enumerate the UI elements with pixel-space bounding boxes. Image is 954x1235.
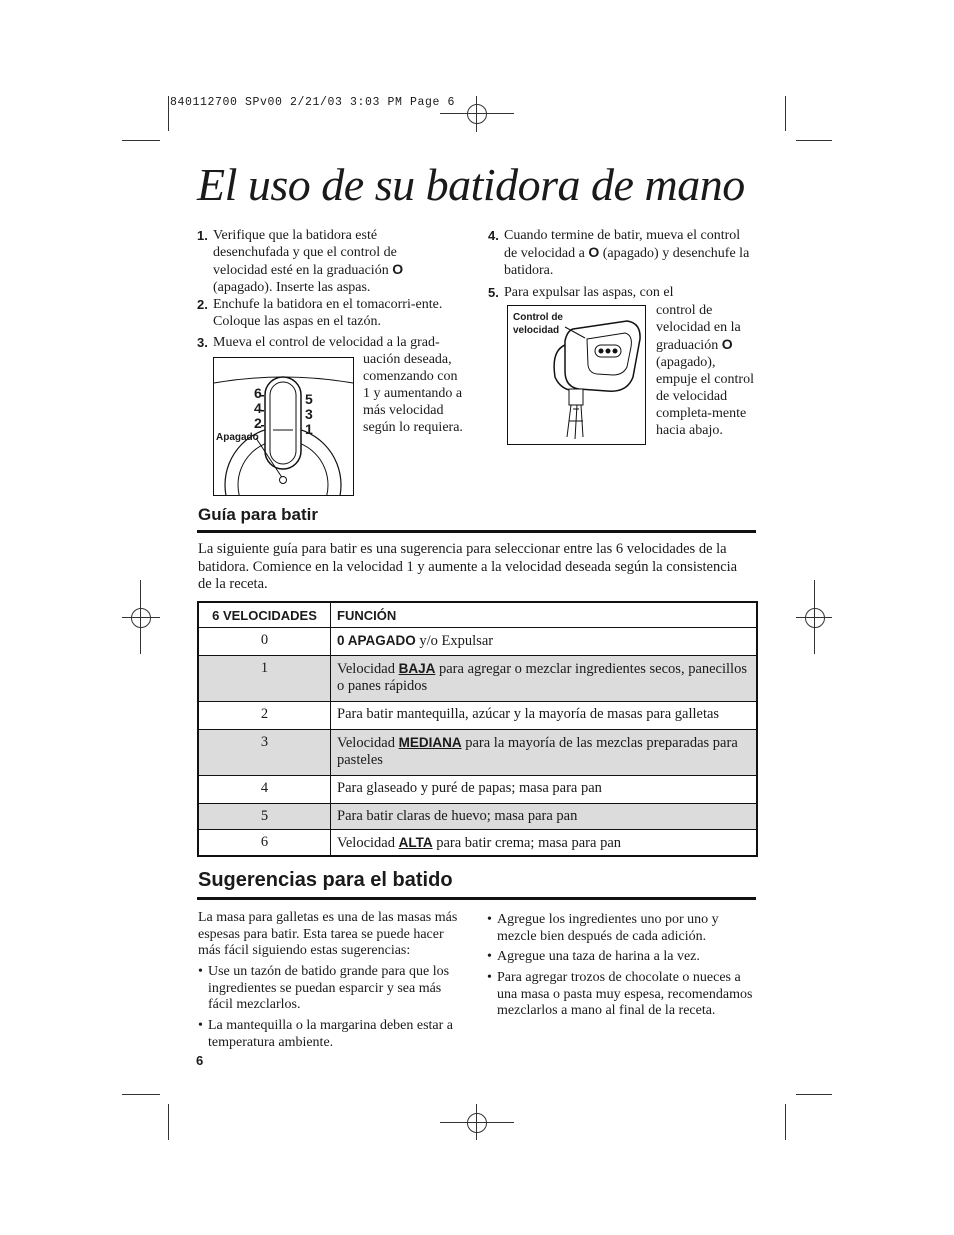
tips-rule <box>197 897 756 900</box>
table-header-row <box>198 602 757 627</box>
table-row: 2 Para batir mantequilla, azúcar y la mayoría de masas para galletas <box>198 701 757 729</box>
table-row: 4 Para glaseado y puré de papas; masa para pan <box>198 775 757 803</box>
tip-bullet-left-2: • La mantequilla o la margarina deben estar a temperatura ambiente. <box>198 1018 454 1050</box>
dial-off-label: Apagado <box>216 432 259 443</box>
step-5-continued: control de velocidad en la graduación O (apagado), empuje el control de velocidad completa-mente hacia abajo. <box>656 303 754 438</box>
speed-table <box>197 601 758 857</box>
hand-mixer-illustration <box>507 305 646 445</box>
step-1: 1. Verifique que la batidora esté desenchufada y que el control de velocidad esté en la graduación O (apagado). Inserte las aspas. <box>197 228 404 295</box>
table-row: 1 Velocidad BAJA para agregar o mezclar ingredientes secos, panecillos o panes rápidos <box>198 655 757 701</box>
tip-bullet-right-3: • Para agregar trozos de chocolate o nueces a una masa o pasta muy espesa, recomendamos mezclarlos a mano al final de la receta. <box>487 970 753 1018</box>
table-row: 3 Velocidad MEDIANA para la mayoría de las mezclas preparadas para pasteles <box>198 729 757 775</box>
tip-bullet-right-1: • Agregue los ingredientes uno por uno y mezcle bien después de cada adición. <box>487 912 719 944</box>
guide-intro: La siguiente guía para batir es una sugerencia para seleccionar entre las 6 velocidades de la batidora. Comience en la velocidad 1 y aumente a la velocidad deseada según la consistencia de la receta. <box>198 541 738 592</box>
page-number: 6 <box>196 1053 204 1068</box>
tips-intro: La masa para galletas es una de las masas más espesas para batir. Esta tarea se puede hacer más fácil siguiendo estas sugerencias: <box>198 910 458 958</box>
table-row: 6 Velocidad ALTA para batir crema; masa para pan <box>198 829 757 856</box>
header-function: FUNCIÓN <box>331 602 758 627</box>
table-row: 0 0 APAGADO y/o Expulsar <box>198 627 757 655</box>
tip-bullet-left-1: • Use un tazón de batido grande para que los ingredientes se puedan esparcir y sea más fácil mezclarlos. <box>198 964 450 1012</box>
guide-heading: Guía para batir <box>198 505 318 524</box>
table-row: 5 Para batir claras de huevo; masa para pan <box>198 803 757 829</box>
print-slug: 840112700 SPv00 2/21/03 3:03 PM Page 6 <box>170 96 456 109</box>
header-speeds: 6 VELOCIDADES <box>198 602 331 627</box>
speed-control-label: Control de velocidad <box>513 312 563 336</box>
step-3-continued: uación deseada, comenzando con 1 y aumentando a más velocidad según lo requiera. <box>363 352 463 435</box>
step-5: 5. Para expulsar las aspas, con el <box>488 285 674 300</box>
step-4: 4. Cuando termine de batir, mueva el control de velocidad a O (apagado) y desenchufe la batidora. <box>488 228 750 278</box>
step-2: 2. Enchufe la batidora en el tomacorri-ente. Coloque las aspas en el tazón. <box>197 297 443 329</box>
step-3: 3. Mueva el control de velocidad a la grad- <box>197 335 440 350</box>
dial-left-numbers: 6 4 2 <box>254 385 262 431</box>
guide-rule <box>197 530 756 533</box>
speed-dial-illustration <box>213 357 354 496</box>
page-title: El uso de su batidora de mano <box>197 159 745 210</box>
tips-heading: Sugerencias para el batido <box>198 869 453 891</box>
tip-bullet-right-2: • Agregue una taza de harina a la vez. <box>487 949 700 964</box>
dial-right-numbers: 5 3 1 <box>305 391 313 437</box>
